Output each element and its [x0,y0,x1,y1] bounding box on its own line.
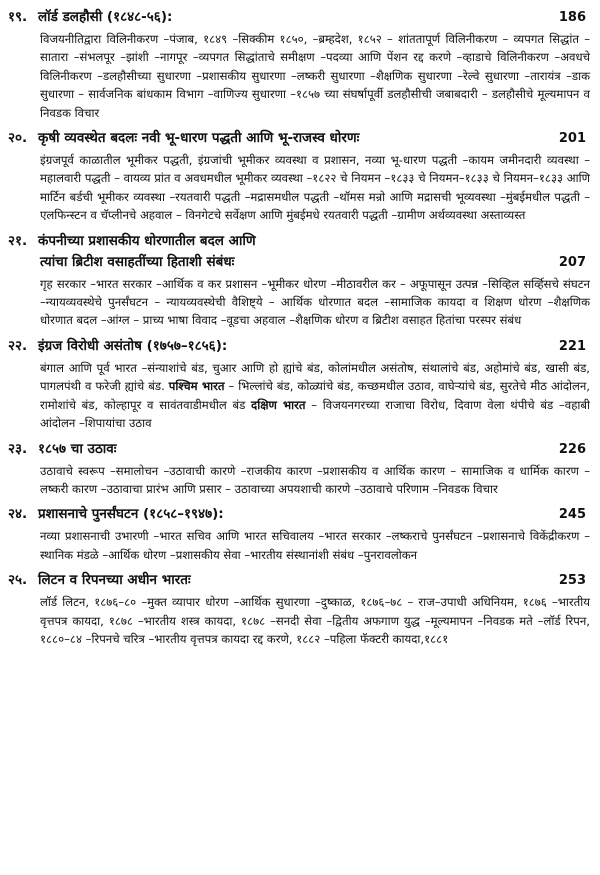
chapter-title [8,129,359,147]
chapter-title [8,337,227,355]
chapter-title-text: कृषी व्यवस्थेत बदलः नवी भू-धारण पद्धती आणि भू-राजस्व धोरणः [38,130,360,147]
chapter-page-number: 226 [558,441,586,457]
chapter-page-number: 245 [558,507,586,523]
contents-segment: – भिल्लांचे बंड, कोळ्यांचे बंड, कच्छमधील उठाव, वाघेऱ्यांचे बंड, सुरतेचे मीठ आंदोलन, रामोशांचे बंड, कोल्हापूर व सावंतवाडीमधील बंड [40,379,590,412]
chapter-title-text: लॉर्ड डलहौसी (१८४८-५६): [38,9,173,25]
region-heading-west: पश्चिम भारत [168,379,225,394]
chapter-number: २५. [8,572,28,589]
chapter-title [8,8,172,26]
chapter-title-text: १८५७ चा उठावः [38,440,117,457]
chapter-title-text: लिटन व रिपनच्या अधीन भारतः [38,572,191,589]
chapter-number: २०. [8,130,28,147]
chapter-heading [8,232,590,250]
chapter-contents: नव्या प्रशासनाची उभारणी –भारत सचिव आणि भारत सचिवालय –भारत सरकार –लष्कराचे पुनर्संघटन –प्रशासनाचे विकेंद्रीकरण –स्थानिक मंडळे –आर्थिक धोरण –प्रशासकीय सेवा –भारतीय संस्थानांशी संबंध –पुनरावलोकन [40,529,590,562]
chapter-contents: गृह सरकार –भारत सरकार –आर्थिक व कर प्रशासन –भूमीकर धोरण –मीठावरील कर – अफूपासून उत्पन्न –सिव्हिल सर्व्हिसचे संघटन –न्यायव्यवस्थेचे पुनर्संघटन – न्यायव्यवस्थेची वैशिष्ट्ये – आर्थिक धोरणात बदल –सामाजिक कायदा व शिक्षण धोरण –शैक्षणिक धोरणात बदल –आंग्ल – प्राच्य भाषा विवाद –वूडचा अहवाल –शैक्षणिक धोरण व ब्रिटीश वसाहत हितांचा परस्पर संबंध [40,276,590,328]
chapter-heading [8,505,590,524]
chapter-title-text: इंग्रज विरोधी असंतोष (१७५७–१८५६): [38,337,228,354]
chapter-number: २२. [8,337,28,354]
chapter-page-number: 221 [558,338,586,354]
chapter-page-number: 253 [558,573,586,589]
chapter-contents: उठावाचे स्वरूप –समालोचन –उठावाची कारणे –राजकीय कारण –प्रशासकीय व आर्थिक कारण – सामाजिक व धार्मिक कारण –लष्करी कारण –उठावाचा प्रारंभ आणि प्रसार – उठावाच्या अपयशाची कारणे –उठावाचे परिणाम –निवडक विचार [40,463,590,496]
chapter-title [8,232,256,250]
chapter-22 [8,337,590,433]
chapter-title [8,505,224,523]
chapter-heading [8,440,590,459]
chapter-number: २३. [8,440,28,457]
contents-segment: – विजयनगरच्या राजाचा विरोध, दिवाण वेला थंपीचे बंड –वहाबी आंदोलन –शिपायांचा उठाव [40,397,590,431]
chapter-page-number: 201 [558,131,586,147]
chapter-subtitle: त्यांचा ब्रिटीश वसाहतींच्या हिताशी संबंधः [40,253,235,270]
contents-segment: बंगाल आणि पूर्व भारत –संन्याशांचे बंड, चुआर आणि हो ह्यांचे बंड, कोलांमधील असंतोष, संथालांचे बंड, अहोमांचे बंड, खासी बंड, पागलपंथी व फरेजी ह्यांचे बंड. [40,360,590,394]
chapter-24 [8,505,590,564]
chapter-contents: इंग्रजपूर्व काळातील भूमीकर पद्धती, इंग्रजांची भूमीकर व्यवस्था व प्रशासन, नव्या भू-धारण पद्धती –कायम जमीनदारी व्यवस्था –महालवारी पद्धती – वायव्य प्रांत व अवधमधील भूमीकर व्यवस्था –१८२२ चे नियमन –१८३३ चे नियमन–१८३३ चे नियमन–१८३३ आणि मार्टिन बर्डची भूमीकर व्यवस्था –रयतवारी पद्धती –मद्रासमधील पद्धती –थॉमस मन्रो आणि मद्रासची भूव्यवस्था –मुंबईमधील पद्धती –एलफिन्स्टन व चॅप्लीनचे अहवाल – विनगेटचे सर्वेक्षण आणि मुंबईमधे रयतवारी पद्धती –ग्रामीण अर्थव्यवस्था अस्ताव्यस्त [40,153,590,223]
chapter-number: १९. [8,9,28,25]
chapter-contents: विजयनीतिद्वारा विलिनीकरण –पंजाब, १८४९ –सिक्कीम १८५०, –ब्रम्हदेश, १८५२ – शांततापूर्ण विलिनीकरण – व्यपगत सिद्धांत –सातारा –संभलपूर –झांशी –नागपूर –व्यपगत सिद्धांताचे समीक्षण –पदव्या आणि पेंशन रद्द करणे –व्हाडाचे विलिनीकरण –अवधचे विलिनीकरण –डलहौसीच्या सुधारणा –प्रशासकीय सुधारणा –लष्करी सुधारणा –शैक्षणिक सुधारणा –रेल्वे सुधारणा –तारायंत्र –डाक सुधारणा – सार्वजनिक बांधकाम विभाग –वाणिज्य सुधारणा –१८५७ च्या संघर्षापूर्वी डलहौसीची जबाबदारी – डलहौसीचे मूल्यमापन व निवडक विचार [40,32,590,120]
chapter-subheading [8,253,590,272]
chapter-page-number: 186 [558,10,586,25]
chapter-title [8,440,117,458]
chapter-21 [8,232,590,330]
chapter-title-text: प्रशासनाचे पुनर्संघटन (१८५८–१९४७): [38,506,224,523]
chapter-page-number: 207 [558,254,586,270]
chapter-19 [8,8,590,122]
chapter-23 [8,440,590,499]
chapter-contents [8,359,590,433]
chapter-number: २१. [8,232,28,249]
chapter-number: २४. [8,506,28,523]
chapter-heading [8,337,590,356]
chapter-heading [8,8,590,27]
chapter-heading [8,129,590,148]
chapter-title-text: कंपनीच्या प्रशासकीय धोरणातील बदल आणि [38,232,256,249]
chapter-heading [8,571,590,590]
chapter-title [8,571,191,589]
chapter-25 [8,571,590,648]
chapter-20 [8,129,590,225]
region-heading-south: दक्षिण भारत [251,397,306,412]
chapter-contents: लॉर्ड लिटन, १८७६–८० –मुक्त व्यापार धोरण –आर्थिक सुधारणा –दुष्काळ, १८७६–७८ – राज–उपाधी अधिनियम, १८७६ –भारतीय वृत्तपत्र कायदा, १८७८ –भारतीय शस्त्र कायदा, १८७८ –सनदी सेवा –द्वितीय अफगाण युद्ध –मूल्यमापन –निवडक मते –लॉर्ड रिपन, १८८०–८४ –रिपनचे चरित्र –भारतीय वृत्तपत्र कायदा रद्द करणे, १८८२ –पहिला फॅक्टरी कायदा,१८८१ [40,595,590,646]
